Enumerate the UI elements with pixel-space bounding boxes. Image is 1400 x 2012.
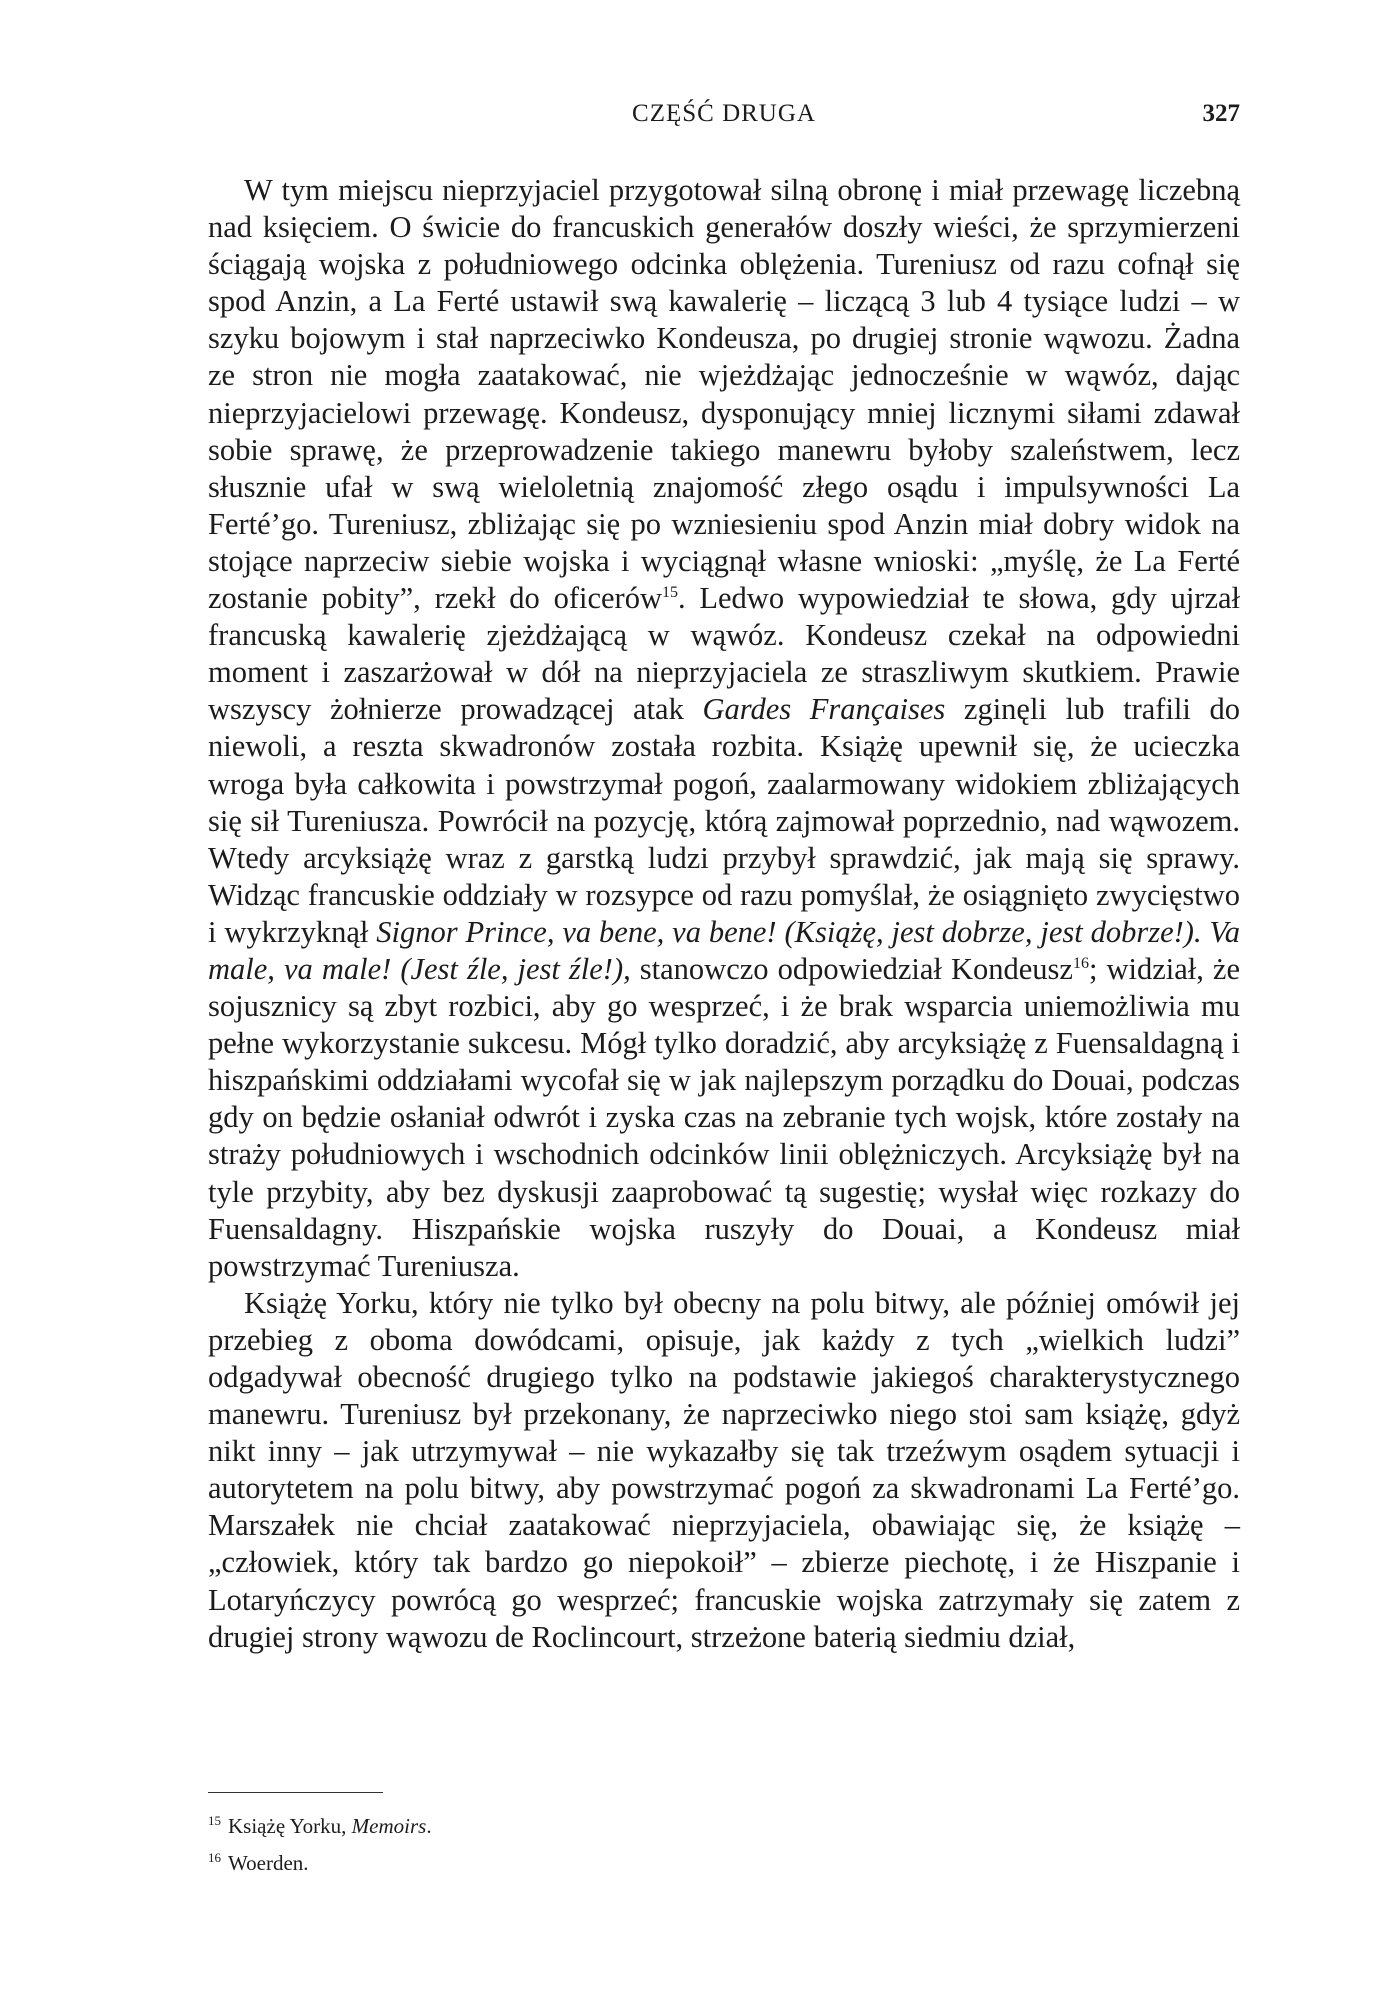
text-segment: ; widział, że sojusznicy są zbyt rozbici, aby go wesprzeć, i że brak wsparcia uniemożliwia mu pełne wykorzystanie sukcesu. Mógł tylko doradzić, aby arcyksiążę z Fuensaldagną i hiszpańskimi oddziałami wycofał się w jak najlepszym porządku do Douai, podczas gdy on będzie osłaniał odwrót i zyska czas na zebranie tych wojsk, które zostały na straży południowych i wschodnich odcinków linii oblężniczych. Arcyksiążę był na tyle przybity, aby bez dyskusji zaaprobować tą sugestię; wysłał więc rozkazy do Fuensaldagny. Hiszpańskie wojska ruszyły do Douai, a Kondeusz miał powstrzymać Tureniusza.	[208, 951, 1240, 1283]
italic-text: Signor Prince, va bene, va bene! (Książę, jest dobrze, jest dobrze!). Va male, va male! (Jest źle, jest źle!),	[208, 914, 1240, 986]
text-segment: . Ledwo wypowiedział te słowa, gdy ujrzał francuską kawalerię zjeżdżającą w wąwóz. Kondeusz czekał na odpowiedni moment i zaszarżował w dół na nieprzyjaciela ze straszliwym skutkiem. Prawie wszyscy żołnierze prowadzącej atak	[208, 581, 1240, 727]
footnote-text: Woerden.	[228, 1851, 309, 1875]
text-segment: W tym miejscu nieprzyjaciel przygotował silną obronę i miał przewagę liczebną nad księciem. O świcie do francuskich generałów doszły wieści, że sprzymierzeni ściągają wojska z południowego odcinka oblężenia. Tureniusz od razu cofnął się spod Anzin, a La Ferté ustawił swą kawalerię – liczącą 3 lub 4 tysiące ludzi – w szyku bojowym i stał naprzeciwko Kondeusza, po drugiej stronie wąwozu. Żadna ze stron nie mogła zaatakować, nie wjeżdżając jednocześnie w wąwóz, dając nieprzyjacielowi przewagę. Kondeusz, dysponujący mniej licznymi siłami zdawał sobie sprawę, że przeprowadzenie takiego manewru byłoby szaleństwem, lecz słusznie ufał w swą wieloletnią znajomość złego osądu i impulsywności La Ferté’go. Tureniusz, zbliżając się po wzniesieniu spod Anzin miał dobry widok na stojące naprzeciw siebie wojska i wyciągnął własne wnioski: „myślę, że La Ferté zostanie pobity”, rzekł do oficerów	[208, 173, 1240, 616]
page-number: 327	[1202, 100, 1240, 127]
footnote-number: 16	[208, 1850, 221, 1865]
footnote	[208, 1808, 1240, 1845]
italic-text: Gardes Françaises	[702, 692, 946, 727]
text-segment: stanowczo odpowiedział Kondeusz	[630, 951, 1073, 986]
main-text	[208, 172, 1240, 1656]
footnote-text: .	[426, 1814, 432, 1838]
paragraph	[208, 172, 1240, 1285]
footnote-reference: 16	[1072, 954, 1089, 972]
text-segment: Książę Yorku, który nie tylko był obecny na polu bitwy, ale później omówił jej przebieg z oboma dowódcami, opisuje, jak każdy z tych „wielkich ludzi” odgadywał obecność drugiego tylko na podstawie jakiegoś charakterystycznego manewru. Tureniusz był przekonany, że naprzeciwko niego stoi sam książę, gdyż nikt inny – jak utrzymywał – nie wykazałby się tak trzeźwym osądem sytuacji i autorytetem na polu bitwy, aby powstrzymać pogoń za skwadronami La Ferté’go. Marszałek nie chciał zaatakować nieprzyjaciela, obawiając się, że książę – „człowiek, który tak bardzo go niepokoił” – zbierze piechotę, i że Hiszpanie i Lotaryńczycy powrócą go wesprzeć; francuskie wojska zatrzymały się zatem z drugiej strony wąwozu de Roclincourt, strzeżone baterią siedmiu dział,	[208, 1285, 1240, 1654]
footnote-number: 15	[208, 1813, 221, 1828]
footnote-reference: 15	[661, 583, 678, 601]
footnote	[208, 1845, 1240, 1882]
footnotes	[208, 1808, 1240, 1882]
paragraph	[208, 1285, 1240, 1656]
text-segment: zginęli lub trafili do niewoli, a reszta skwadronów została rozbita. Książę upewnił się, że ucieczka wroga była całkowita i powstrzymał pogoń, zaalarmowany widokiem zbliżających się sił Tureniusza. Powrócił na pozycję, którą zajmował poprzednio, nad wąwozem. Wtedy arcyksiążę wraz z garstką ludzi przybył sprawdzić, jak mają się sprawy. Widząc francuskie oddziały w rozsypce od razu pomyślał, że osiągnięto zwycięstwo i wykrzyknął	[208, 692, 1240, 949]
footnote-text: Książę Yorku,	[228, 1814, 352, 1838]
footnote-divider	[208, 1792, 383, 1793]
footnote-italic-text: Memoirs	[351, 1814, 427, 1838]
running-header	[208, 100, 1240, 140]
running-title: CZĘŚĆ DRUGA	[632, 100, 816, 127]
